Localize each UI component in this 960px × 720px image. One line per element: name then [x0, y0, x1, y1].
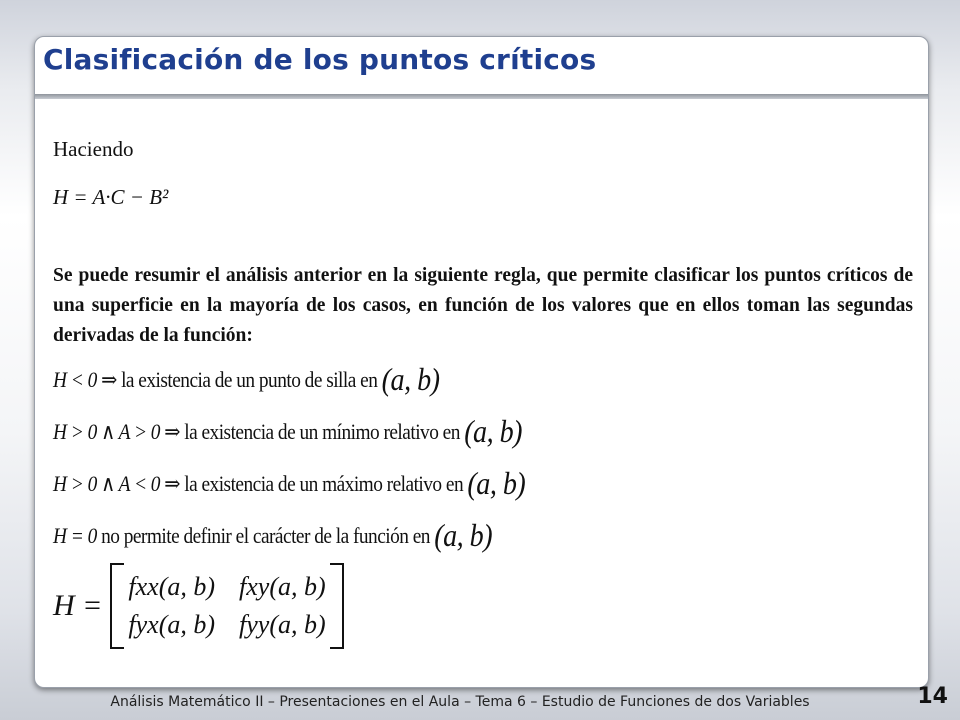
matrix-cell: fxy(a, b): [239, 572, 326, 601]
matrix-grid: [124, 568, 329, 644]
rule-condition: H = 0: [53, 523, 97, 548]
slide-card: [34, 36, 929, 688]
rule-point: (a, b): [464, 413, 523, 449]
matrix-cell: fyy(a, b): [239, 610, 326, 639]
slide-footer: Análisis Matemático II – Presentaciones en el Aula – Tema 6 – Estudio de Funciones de dos Variables: [110, 694, 810, 710]
rule-point: (a, b): [434, 517, 493, 553]
left-bracket: [110, 563, 124, 649]
rule-minimum: [53, 413, 522, 450]
rule-saddle: [53, 361, 439, 398]
intro-text: Haciendo: [53, 137, 134, 161]
rule-point: (a, b): [467, 465, 526, 501]
title-divider: [35, 94, 928, 99]
rule-condition: H > 0 ∧ A > 0 ⇒: [53, 419, 180, 444]
right-bracket: [330, 563, 344, 649]
hessian-matrix: [53, 563, 344, 649]
rule-point: (a, b): [381, 361, 440, 397]
slide-title: Clasificación de los puntos críticos: [43, 43, 597, 76]
matrix-label: H =: [53, 589, 103, 622]
rule-text: la existencia de un punto de silla en: [116, 367, 378, 392]
rule-maximum: [53, 465, 525, 502]
rule-paragraph: Se puede resumir el análisis anterior en la siguiente regla, que permite clasificar los puntos críticos de una superficie en la mayoría de los casos, en función de los valores que en ellos toman las segundas derivadas de la función:: [53, 265, 913, 346]
hessian-formula: H = A·C − B²: [53, 185, 169, 209]
rule-condition: H > 0 ∧ A < 0 ⇒: [53, 471, 180, 496]
rule-text: no permite definir el carácter de la función en: [96, 523, 430, 548]
page-number: 14: [917, 684, 948, 709]
rule-undetermined: [53, 517, 492, 554]
matrix-cell: fxx(a, b): [128, 572, 216, 601]
rule-text: la existencia de un mínimo relativo en: [179, 419, 460, 444]
rule-text: la existencia de un máximo relativo en: [179, 471, 464, 496]
matrix-cell: fyx(a, b): [128, 610, 216, 639]
rule-condition: H < 0 ⇒: [53, 367, 117, 392]
